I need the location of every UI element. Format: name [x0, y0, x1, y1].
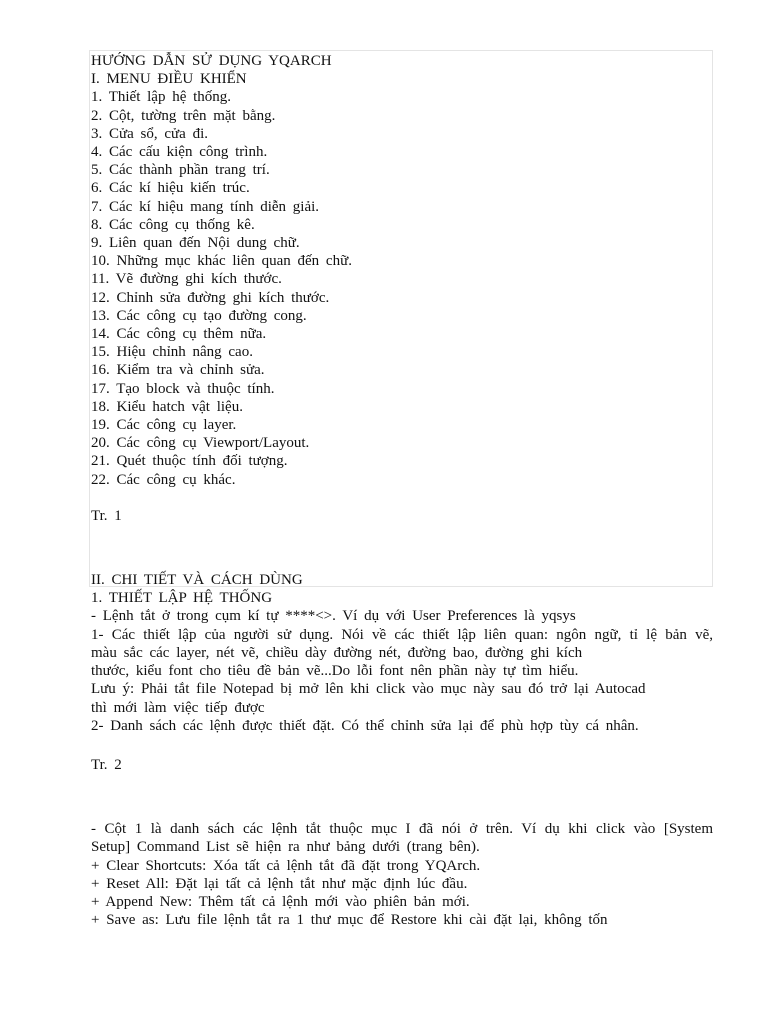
menu-item: 16. Kiểm tra và chỉnh sửa. — [91, 362, 265, 379]
menu-item: 15. Hiệu chỉnh nâng cao. — [91, 344, 253, 361]
menu-item: 13. Các công cụ tạo đường cong. — [91, 307, 307, 324]
paragraph-line: + Save as: Lưu file lệnh tắt ra 1 thư mục để Restore khi cài đặt lại, không tốn — [91, 912, 608, 929]
menu-item: 9. Liên quan đến Nội dung chữ. — [91, 235, 300, 252]
document-body — [91, 52, 713, 929]
paragraph-line: Lưu ý: Phải tắt file Notepad bị mở lên khi click vào mục này sau đó trở lại Autocad — [91, 681, 646, 698]
section-heading-details: II. CHI TIẾT VÀ CÁCH DÙNG — [91, 572, 303, 589]
spacer — [91, 735, 713, 756]
spacer — [91, 489, 713, 507]
paragraph-line: + Reset All: Đặt lại tất cả lệnh tắt như mặc định lúc đầu. — [91, 875, 468, 892]
menu-item: 22. Các công cụ khác. — [91, 471, 236, 488]
menu-list — [91, 88, 713, 488]
menu-item: 12. Chỉnh sửa đường ghi kích thước. — [91, 289, 330, 306]
paragraph-line: 1- Các thiết lập của người sử dụng. Nói về các thiết lập liên quan: ngôn ngữ, tỉ lệ bản vẽ, màu sắc các layer, nét vẽ, chiều dày đường nét, đường bao, đường ghi kích — [91, 626, 713, 661]
menu-item: 11. Vẽ đường ghi kích thước. — [91, 271, 282, 288]
menu-item: 2. Cột, tường trên mặt bằng. — [91, 107, 276, 124]
menu-item: 19. Các công cụ layer. — [91, 417, 237, 434]
paragraph-line: + Clear Shortcuts: Xóa tất cả lệnh tắt đã đặt trong YQArch. — [91, 857, 481, 874]
menu-item: 14. Các công cụ thêm nữa. — [91, 326, 267, 343]
menu-item: 7. Các kí hiệu mang tính diễn giải. — [91, 198, 320, 215]
menu-item: 17. Tạo block và thuộc tính. — [91, 380, 275, 397]
spacer — [91, 525, 713, 571]
menu-item: 18. Kiểu hatch vật liệu. — [91, 398, 243, 415]
menu-item: 1. Thiết lập hệ thống. — [91, 89, 232, 106]
spacer — [91, 774, 713, 820]
menu-item: 20. Các công cụ Viewport/Layout. — [91, 435, 310, 452]
menu-item: 5. Các thành phần trang trí. — [91, 162, 270, 179]
paragraph-line: - Cột 1 là danh sách các lệnh tắt thuộc mục I đã nói ở trên. Ví dụ khi click vào [System Setup] Command List sẽ hiện ra như bảng dưới (trang bên). — [91, 821, 713, 856]
menu-item: 6. Các kí hiệu kiến trúc. — [91, 180, 250, 197]
paragraph-line: thì mới làm việc tiếp được — [91, 699, 265, 716]
subsection-heading: 1. THIẾT LẬP HỆ THỐNG — [91, 590, 273, 607]
paragraph-line: - Lệnh tắt ở trong cụm kí tự ****<>. Ví dụ với User Preferences là yqsys — [91, 608, 576, 625]
section-heading-menu: I. MENU ĐIỀU KHIỂN — [91, 71, 247, 88]
page-number: Tr. 1 — [91, 507, 122, 524]
paragraph-line: thước, kiểu font cho tiêu đề bản vẽ...Do lỗi font nên phần này tự tìm hiểu. — [91, 663, 579, 680]
paragraph-line: + Append New: Thêm tất cả lệnh mới vào phiên bản mới. — [91, 893, 470, 910]
menu-item: 3. Cửa sổ, cửa đi. — [91, 125, 208, 142]
page-number: Tr. 2 — [91, 756, 122, 773]
paragraph-line: 2- Danh sách các lệnh được thiết đặt. Có thể chỉnh sửa lại để phù hợp tùy cá nhân. — [91, 717, 639, 734]
menu-item: 8. Các công cụ thống kê. — [91, 216, 255, 233]
menu-item: 10. Những mục khác liên quan đến chữ. — [91, 253, 352, 270]
document-title: HƯỚNG DẪN SỬ DỤNG YQARCH — [91, 53, 332, 69]
menu-item: 4. Các cấu kiện công trình. — [91, 144, 268, 161]
menu-item: 21. Quét thuộc tính đối tượng. — [91, 453, 288, 470]
